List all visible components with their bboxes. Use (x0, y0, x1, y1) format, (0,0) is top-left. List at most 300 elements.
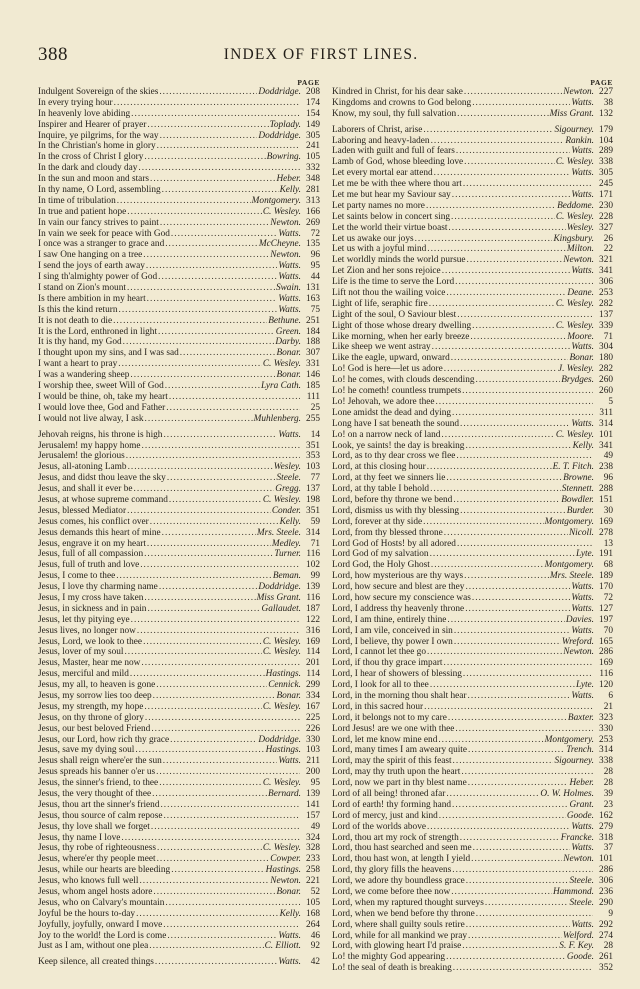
hymn-page: 351 (306, 440, 320, 451)
author: Watts. (571, 821, 594, 832)
dot-leader (424, 702, 593, 713)
index-column-right (332, 78, 613, 974)
index-entry (332, 353, 613, 364)
author: Sigourney. (554, 124, 594, 135)
first-line: Jesus lives, no longer now (38, 625, 136, 636)
author: Newton. (270, 876, 301, 887)
author: Gallaudet. (261, 603, 301, 614)
hymn-page: 122 (306, 614, 320, 625)
author: Bethune. (268, 315, 301, 326)
first-line: Jerusalem! my happy home (38, 440, 141, 451)
index-entry (38, 109, 320, 120)
first-line: Lord God of my salvation (332, 549, 429, 560)
author: Muhlenberg. (253, 413, 301, 424)
hymn-page: 197 (599, 614, 613, 625)
dot-leader (468, 691, 571, 702)
first-line: Let saints below in concert sing (332, 211, 450, 222)
first-line: Jesus, thy name I love (38, 832, 121, 843)
dot-leader (463, 179, 593, 190)
first-line: Jesus, while our hearts are bleeding (38, 865, 171, 876)
dot-leader (460, 419, 570, 430)
index-entry (332, 277, 613, 288)
first-line: Jesus, at whose supreme command (38, 494, 168, 505)
index-entry (332, 244, 613, 255)
author: Montgomery. (544, 560, 594, 571)
dot-leader (476, 375, 561, 386)
dot-leader (159, 582, 258, 593)
dot-leader (464, 571, 549, 582)
hymn-page: 269 (306, 217, 320, 228)
dot-leader (157, 854, 270, 865)
hymn-page: 103 (306, 462, 320, 473)
index-entry (38, 800, 320, 811)
index-entry (332, 626, 613, 637)
author: Bonar. (276, 370, 301, 381)
entry-list (38, 87, 320, 968)
hymn-page: 306 (599, 277, 613, 288)
dot-leader (121, 833, 300, 844)
first-line: In the sun and moon and stars (38, 174, 150, 185)
first-line: Let party names no more (332, 200, 425, 211)
hymn-page: 5 (608, 396, 613, 407)
hymn-page: 6 (608, 690, 613, 701)
first-line: Lord of the worlds above (332, 821, 426, 832)
hymn-page: 282 (599, 298, 613, 309)
page-title: INDEX OF FIRST LINES. (223, 46, 419, 63)
index-entry (332, 528, 613, 539)
hymn-page: 42 (310, 957, 320, 968)
index-entry (38, 506, 320, 517)
index-entry (332, 484, 613, 495)
hymn-page: 274 (599, 930, 613, 941)
hymn-page: 103 (306, 745, 320, 756)
author: Medley. (271, 538, 301, 549)
author: Watts. (278, 261, 301, 272)
dot-leader (159, 87, 257, 98)
first-line: Joyfully, joyfully, onward I move (38, 919, 163, 930)
hymn-page: 75 (310, 304, 320, 315)
hymn-page: 282 (599, 364, 613, 375)
dot-leader (143, 250, 269, 261)
dot-leader (430, 680, 575, 691)
dot-leader (447, 615, 564, 626)
hymn-page: 114 (306, 647, 320, 658)
index-entry (332, 571, 613, 582)
dot-leader (162, 528, 256, 539)
hymn-page: 251 (306, 315, 320, 326)
dot-leader (135, 745, 264, 756)
first-line: Lord, when my raptured thought surveys (332, 897, 484, 908)
hymn-page: 171 (599, 190, 613, 201)
hymn-page: 253 (599, 734, 613, 745)
hymn-page: 37 (603, 843, 613, 854)
author: Hastings. (265, 669, 301, 680)
first-line: Let every mortal ear attend (332, 168, 433, 179)
dot-leader (147, 120, 268, 131)
hymn-page: 132 (599, 108, 613, 119)
index-entry (38, 441, 320, 452)
hymn-page: 245 (599, 179, 613, 190)
dot-leader (124, 647, 261, 658)
dot-leader (147, 604, 260, 615)
author: Watts. (278, 957, 301, 968)
dot-leader (160, 131, 258, 142)
dot-leader (462, 386, 593, 397)
dot-leader (457, 109, 548, 120)
dot-leader (180, 348, 276, 359)
first-line: Jesus, thou source of calm repose (38, 810, 163, 821)
dot-leader (426, 201, 556, 212)
index-entry (332, 887, 613, 898)
index-entry (332, 680, 613, 691)
first-line: Jesus, my all, to heaven is gone (38, 680, 156, 691)
dot-leader (160, 218, 269, 229)
first-line: In vain our fancy strives to paint (38, 217, 159, 228)
index-entry (38, 789, 320, 800)
hymn-page: 127 (599, 603, 613, 614)
entry-list (332, 87, 613, 974)
hymn-page: 279 (599, 821, 613, 832)
first-line: Joyful be the hours to-day (38, 908, 136, 919)
index-entry (38, 957, 320, 968)
hymn-page: 139 (306, 582, 320, 593)
author: Bowdler. (561, 494, 594, 505)
index-entry (38, 833, 320, 844)
index-entry (332, 789, 613, 800)
first-line: Lord, I am thine, entirely thine (332, 614, 447, 625)
author: C. Wesley. (262, 647, 301, 658)
first-line: Lord, in this sacred hour (332, 701, 424, 712)
hymn-page: 241 (306, 141, 320, 152)
hymn-page: 166 (306, 206, 320, 217)
dot-leader (144, 152, 265, 163)
index-entry (332, 615, 613, 626)
dot-leader (130, 370, 275, 381)
author: C. Wesley. (555, 211, 594, 222)
author: C. Wesley. (555, 157, 594, 168)
first-line: Let me be with thee where thou art (332, 179, 462, 190)
index-entry (38, 560, 320, 571)
index-entry (38, 218, 320, 229)
dot-leader (131, 615, 300, 626)
hymn-page: 95 (310, 261, 320, 272)
author: Watts. (278, 304, 301, 315)
hymn-page: 14 (310, 429, 320, 440)
first-line: Jesus, my strength, my hope (38, 701, 144, 712)
hymn-page: 351 (306, 505, 320, 516)
index-entry (38, 811, 320, 822)
hymn-page: 201 (306, 658, 320, 669)
first-line: Jesus, save my dying soul (38, 745, 135, 756)
dot-leader (453, 963, 593, 974)
hymn-page: 306 (599, 876, 613, 887)
index-entry (332, 288, 613, 299)
index-entry (332, 364, 613, 375)
dot-leader (152, 789, 267, 800)
hymn-page: 114 (306, 669, 320, 680)
index-entry (332, 495, 613, 506)
hymn-page: 341 (599, 266, 613, 277)
dot-leader (423, 125, 553, 136)
first-line: Lord of mercy, just and kind (332, 810, 438, 821)
first-line: In the dark and cloudy day (38, 163, 138, 174)
first-line: I would love thee, God and Father (38, 402, 166, 413)
hymn-page: 228 (599, 211, 613, 222)
dot-leader (430, 484, 561, 495)
index-entry (332, 822, 613, 833)
first-line: Let the world their virtue boast (332, 222, 448, 233)
index-entry (332, 517, 613, 528)
first-line: Lord, in the morning thou shalt hear (332, 690, 467, 701)
dot-leader (441, 430, 554, 441)
hymn-page: 92 (310, 941, 320, 952)
first-line: Lord, I look for all to thee (332, 680, 429, 691)
dot-leader (485, 898, 569, 909)
index-entry (38, 484, 320, 495)
dot-leader (150, 517, 279, 528)
first-line: Light of life, seraphic fire (332, 298, 428, 309)
index-entry (38, 316, 320, 327)
index-entry (38, 669, 320, 680)
first-line: Lord, may thy truth upon the heart (332, 767, 461, 778)
index-entry (332, 234, 613, 245)
first-line: Lift not thou the wailing voice (332, 288, 446, 299)
hymn-page: 281 (306, 185, 320, 196)
first-line: Lone amidst the dead and dying (332, 407, 452, 418)
first-line: Lord of all being! throned afar (332, 789, 446, 799)
index-entry (38, 348, 320, 359)
index-entry (38, 152, 320, 163)
author: Cennick. (268, 680, 301, 691)
index-entry (332, 756, 613, 767)
index-entry (38, 451, 320, 462)
first-line: Lord, thou art my rock of strength (332, 832, 459, 843)
dot-leader (473, 843, 571, 854)
first-line: Lord of earth! thy forming hand (332, 799, 452, 810)
first-line: Lord, when we bend before thy throne (332, 908, 475, 919)
index-entry (332, 201, 613, 212)
dot-leader (431, 136, 565, 147)
hymn-page: 226 (306, 723, 320, 734)
dot-leader (136, 909, 278, 920)
dot-leader (452, 190, 571, 201)
author: C. Wesley. (555, 429, 594, 440)
first-line: Jesus, our best beloved Friend (38, 723, 151, 734)
index-entry (38, 745, 320, 756)
index-entry (332, 397, 613, 408)
author: Newton. (270, 250, 301, 261)
first-line: Jesus, thy love shall we forget (38, 821, 150, 832)
index-entry (332, 941, 613, 952)
dot-leader (456, 451, 593, 462)
hymn-page: 316 (306, 625, 320, 636)
author: Browne. (563, 473, 594, 484)
author: Watts. (571, 592, 594, 603)
index-entry (38, 713, 320, 724)
hymn-page: 71 (603, 331, 613, 342)
author: C. Wesley. (262, 206, 301, 217)
author: Deane. (567, 288, 594, 299)
hymn-page: 191 (599, 549, 613, 560)
index-entry (332, 255, 613, 266)
author: Davies. (565, 614, 594, 625)
index-entry (332, 87, 613, 98)
author: Hastings. (265, 745, 301, 756)
dot-leader (446, 952, 566, 963)
hymn-page: 116 (599, 669, 613, 680)
dot-leader (144, 702, 262, 713)
index-entry (332, 462, 613, 473)
dot-leader (472, 593, 570, 604)
author: Moore. (567, 331, 594, 342)
dot-leader (435, 397, 593, 408)
author: Burder. (566, 505, 594, 516)
index-entry (332, 560, 613, 571)
first-line: Jesus, who on Calvary's mountain (38, 897, 165, 908)
first-line: Is there ambition in my heart (38, 293, 146, 304)
index-entry (332, 190, 613, 201)
author: C. Wesley. (262, 701, 301, 712)
index-entry (38, 131, 320, 142)
hymn-page: 157 (306, 810, 320, 821)
hymn-page: 52 (310, 887, 320, 898)
index-entry (332, 931, 613, 942)
author: Watts. (571, 418, 594, 429)
author: Watts. (278, 756, 301, 767)
first-line: In heavenly love abiding (38, 108, 131, 119)
hymn-page: 25 (310, 402, 320, 413)
first-line: Jesus, blessed Mediator (38, 505, 127, 516)
dot-leader (431, 560, 544, 571)
hymn-page: 141 (306, 799, 320, 810)
index-entry (332, 854, 613, 865)
dot-leader (456, 146, 570, 157)
index-entry (332, 539, 613, 550)
hymn-page: 22 (603, 244, 613, 255)
dot-leader (165, 898, 300, 909)
hymn-page: 30 (603, 505, 613, 516)
first-line: Lord, if thou thy grace impart (332, 658, 443, 669)
dot-leader (117, 196, 251, 207)
hymn-page: 49 (603, 451, 613, 462)
first-line: Jesus, lover of my soul (38, 647, 124, 658)
hymn-page: 139 (306, 789, 320, 799)
index-entry (38, 283, 320, 294)
author: Sigourney. (554, 756, 594, 767)
first-line: Jesus, who knows full well (38, 876, 139, 887)
page-column-label: PAGE (590, 78, 613, 87)
author: Watts. (571, 625, 594, 636)
hymn-page: 307 (306, 348, 320, 359)
hymn-page: 96 (603, 473, 613, 484)
index-entry (38, 941, 320, 952)
author: Montgomery. (544, 734, 594, 745)
hymn-page: 289 (599, 146, 613, 157)
hymn-page: 253 (599, 288, 613, 299)
first-line: Let me but hear my Saviour say (332, 190, 451, 201)
hymn-page: 39 (603, 789, 613, 799)
first-line: Lo! God is here—let us adore (332, 364, 443, 375)
index-entry (332, 702, 613, 713)
hymn-page: 221 (306, 876, 320, 887)
page-header (38, 44, 604, 66)
first-line: Jesus, on thy throne of glory (38, 712, 144, 723)
first-line: Lord God, the Holy Ghost (332, 560, 430, 571)
hymn-page: 116 (306, 592, 320, 603)
dot-leader (166, 403, 300, 414)
dot-leader (446, 473, 562, 484)
dot-leader (147, 539, 271, 550)
author: Newton. (563, 87, 594, 97)
author: O. W. Holmes. (540, 789, 594, 799)
index-entry (38, 359, 320, 370)
index-entry (38, 854, 320, 865)
index-entry (332, 604, 613, 615)
dot-leader (171, 229, 277, 240)
first-line: Jesus, full of all compassion (38, 549, 144, 560)
first-line: Lord, I address thy heavenly throne (332, 603, 465, 614)
first-line: Light of those whose dreary dwelling (332, 320, 472, 331)
hymn-page: 260 (599, 386, 613, 397)
first-line: Let us awake our joys (332, 233, 414, 244)
first-line: Jesus, whom angel hosts adore (38, 887, 153, 898)
first-line: Jesus demands this heart of mine (38, 527, 161, 538)
index-entry (38, 615, 320, 626)
hymn-page: 238 (599, 462, 613, 473)
author: Miss Grant. (256, 592, 301, 603)
dot-leader (427, 462, 552, 473)
index-entry (332, 833, 613, 844)
first-line: Lo! on a narrow neck of land (332, 429, 441, 440)
index-entry (332, 745, 613, 756)
author: Francke. (560, 832, 594, 843)
dot-leader (156, 767, 300, 778)
hymn-page: 299 (306, 680, 320, 691)
first-line: It is not death to die (38, 315, 113, 326)
hymn-page: 146 (306, 370, 320, 381)
author: Steele. (569, 897, 594, 908)
index-entry (38, 898, 320, 909)
hymn-page: 68 (603, 560, 613, 571)
author: S. F. Key. (559, 941, 594, 952)
dot-leader (432, 342, 571, 353)
dot-leader (158, 272, 277, 283)
hymn-page: 26 (603, 233, 613, 244)
first-line: Lo! Jehovah, we adore thee (332, 396, 435, 407)
first-line: Lord, I cannot let thee go (332, 647, 426, 658)
dot-leader (150, 174, 275, 185)
index-entry (38, 876, 320, 887)
hymn-page: 233 (306, 854, 320, 865)
dot-leader (140, 560, 300, 571)
hymn-page: 135 (306, 239, 320, 250)
hymn-page: 163 (306, 293, 320, 304)
author: Watts. (571, 190, 594, 201)
first-line: Lord, at thy feet we sinners lie (332, 473, 446, 484)
hymn-page: 314 (306, 527, 320, 538)
index-entry (332, 386, 613, 397)
index-entry (332, 342, 613, 353)
hymn-page: 168 (306, 908, 320, 919)
author: Bonar. (276, 887, 301, 898)
author: Watts. (278, 228, 301, 239)
index-entry (332, 146, 613, 157)
hymn-page: 99 (310, 571, 320, 582)
author: Trench. (566, 745, 594, 756)
hymn-page: 111 (306, 391, 320, 402)
first-line: Jesus, engrave it on my heart (38, 538, 146, 549)
dot-leader (444, 658, 594, 669)
